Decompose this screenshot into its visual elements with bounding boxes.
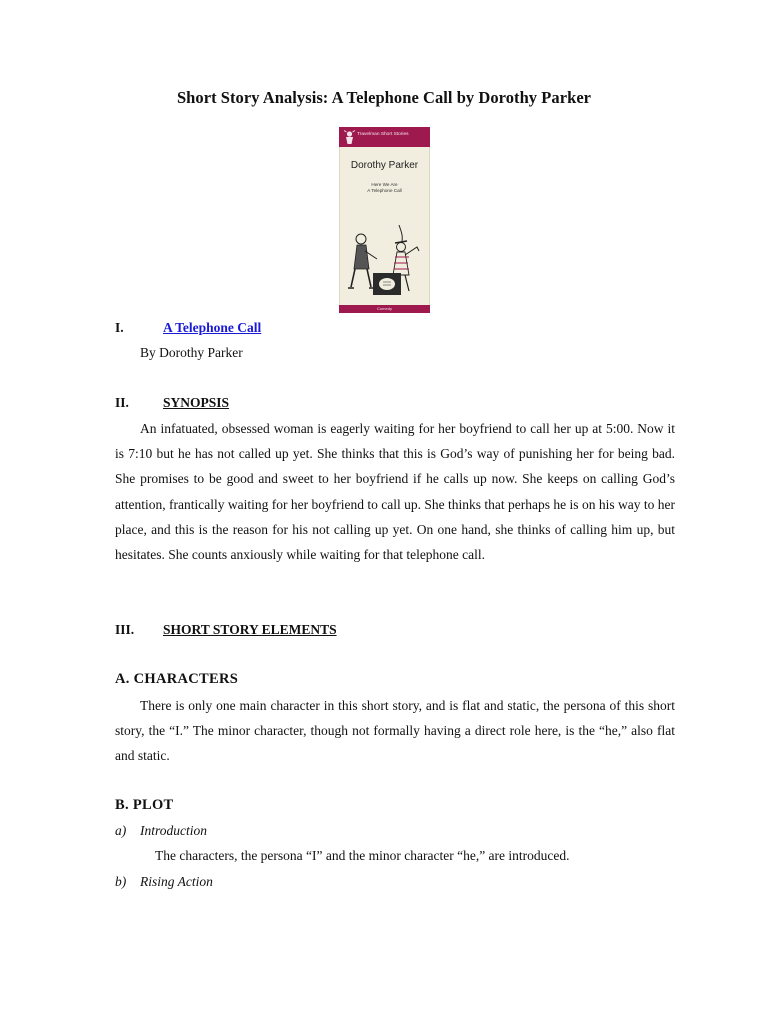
story-byline: By Dorothy Parker xyxy=(140,345,243,360)
plot-heading: B. PLOT xyxy=(115,797,174,813)
section-1-numeral: I. xyxy=(115,320,124,335)
cover-genre-label: Comedy xyxy=(377,305,392,311)
synopsis-paragraph: An infatuated, obsessed woman is eagerly waiting for her boyfriend to call her up at 5:00. Now it is 7:10 but he has not called up yet. She thinks that this is God’s way of punishing her for being bad. She promises to be good and sweet to her boyfriend if he calls up now. She keeps on calling God’s attention, frantically waiting for her boyfriend to call up. She thinks that perhaps he is on his way to her place, and this is the reason for his not calling up yet. On one hand, she thinks of calling him up, but hesitates. She counts anxiously while waiting for that telephone call. xyxy=(115,421,675,563)
cover-bottom-band xyxy=(339,305,430,313)
section-3-numeral: III. xyxy=(115,622,135,637)
section-2-numeral: II. xyxy=(115,395,129,410)
cover-series-label: Travelman Short Stories xyxy=(357,132,409,137)
cover-subtitle-2: A Telephone Call xyxy=(367,188,402,193)
plot-item-a-label: Introduction xyxy=(140,823,207,838)
characters-paragraph: There is only one main character in this short story, and is flat and static, the persona of this short story, the “I.” The minor character, though not formally having a direct role here, is the “he,” also flat and static. xyxy=(115,698,675,764)
plot-item-b-label: Rising Action xyxy=(140,874,213,889)
plot-item-a-text: The characters, the persona “I” and the minor character “he,” are introduced. xyxy=(155,848,570,863)
jester-logo-icon xyxy=(343,130,356,147)
cover-subtitle-1: Here We Are xyxy=(371,182,398,187)
characters-heading: A. CHARACTERS xyxy=(115,671,239,687)
cover-illustration xyxy=(347,225,423,313)
synopsis-heading: SYNOPSIS xyxy=(163,395,230,410)
plot-item-b-marker: b) xyxy=(115,874,127,889)
page-title: Short Story Analysis: A Telephone Call by Dorothy Parker xyxy=(176,88,592,107)
cover-author: Dorothy Parker xyxy=(350,160,419,171)
cover-top-band xyxy=(339,127,430,147)
elements-heading: SHORT STORY ELEMENTS xyxy=(163,622,337,637)
book-cover-image xyxy=(339,127,430,313)
plot-item-a-marker: a) xyxy=(115,823,127,838)
story-title-link[interactable]: A Telephone Call xyxy=(163,320,262,335)
